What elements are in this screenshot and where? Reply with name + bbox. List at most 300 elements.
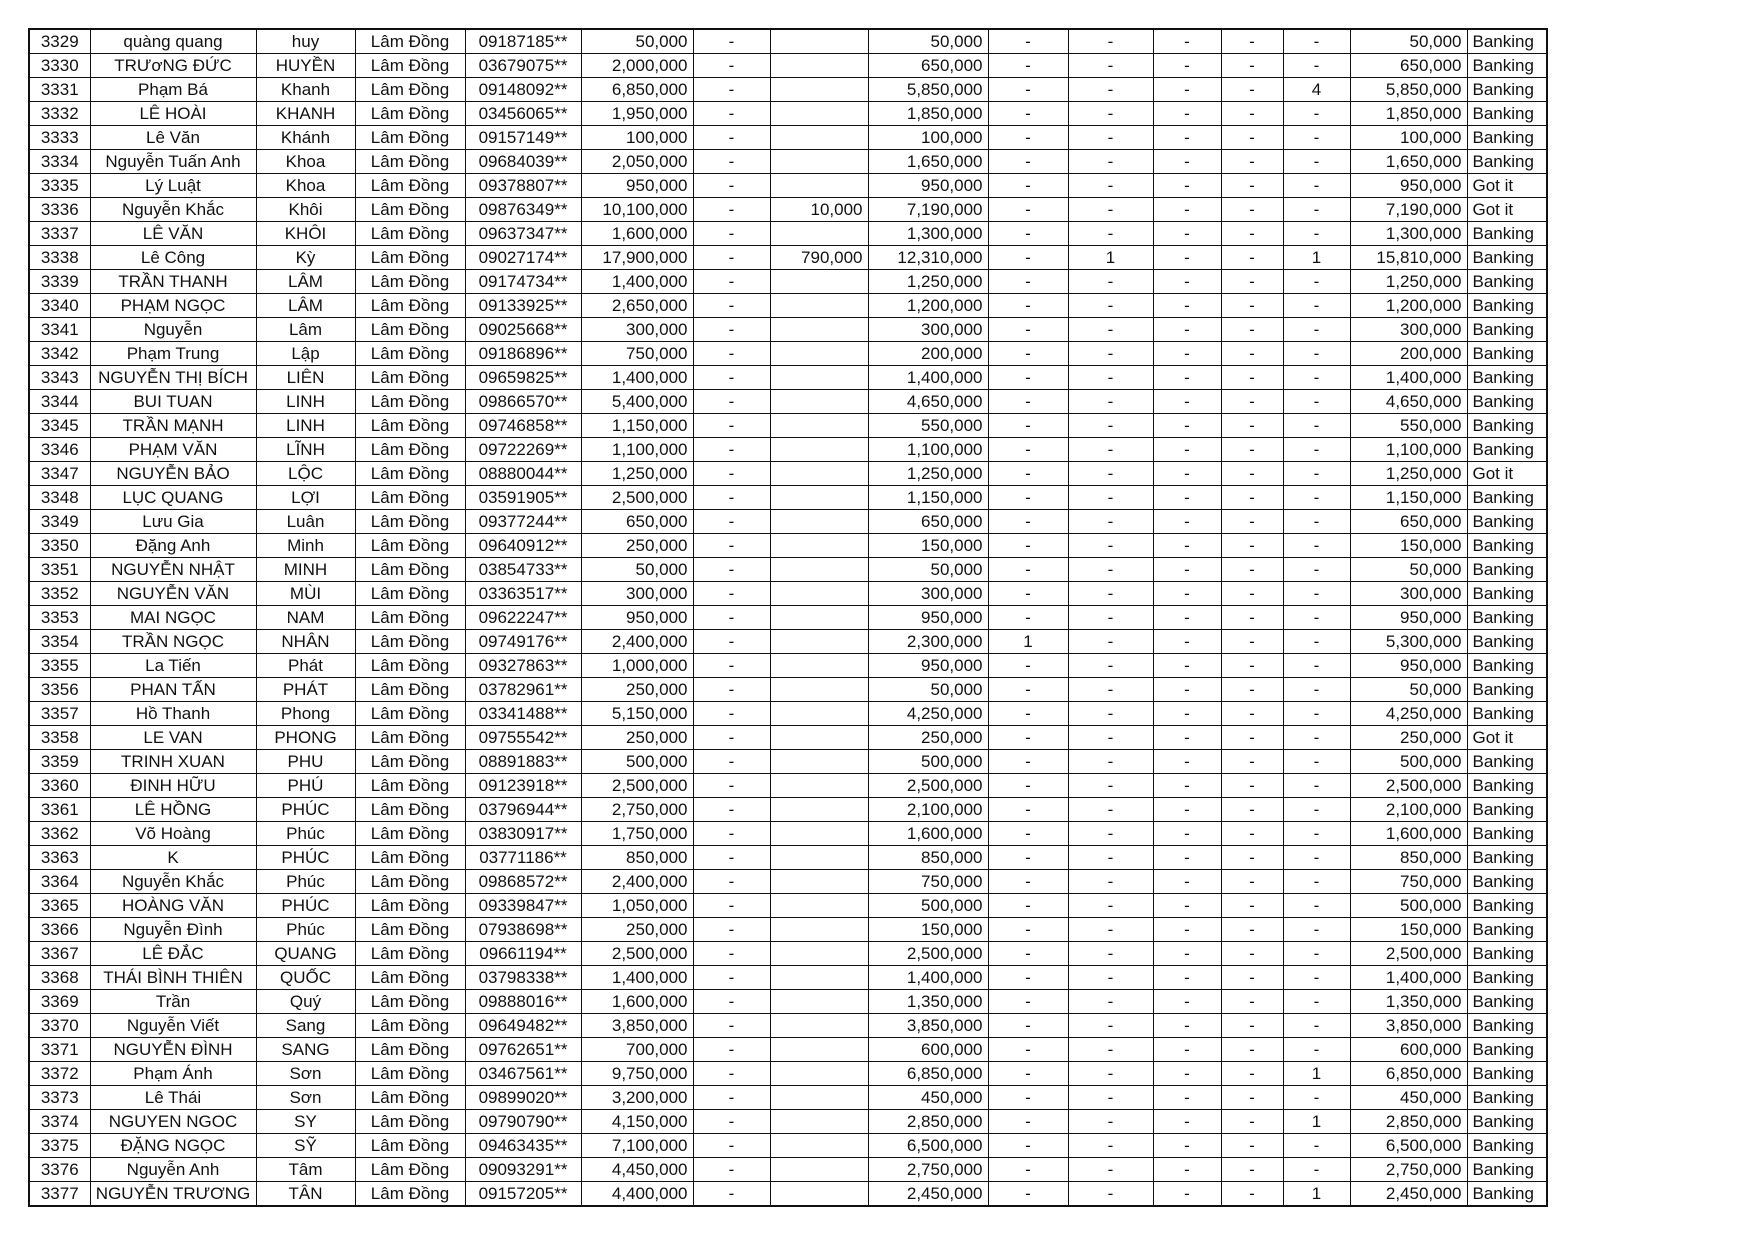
cell-c3: 1,200,000	[868, 294, 988, 318]
cell-tong: 650,000	[581, 510, 693, 534]
cell-ten: Quý	[256, 990, 355, 1014]
cell-c7: -	[1221, 1182, 1283, 1207]
cell-c2	[770, 606, 868, 630]
cell-sdt: 09659825**	[465, 366, 581, 390]
cell-c3: 4,650,000	[868, 390, 988, 414]
table-row	[29, 630, 1547, 654]
cell-c3: 2,500,000	[868, 774, 988, 798]
cell-tien: 950,000	[1350, 174, 1467, 198]
cell-tinh: Lâm Đồng	[355, 318, 465, 342]
cell-c5: -	[1068, 438, 1153, 462]
cell-c7: -	[1221, 1110, 1283, 1134]
cell-stt: 3344	[29, 390, 90, 414]
table-row	[29, 966, 1547, 990]
cell-c2	[770, 558, 868, 582]
cell-c7: -	[1221, 534, 1283, 558]
cell-ho: Lê Văn	[90, 126, 256, 150]
table-row	[29, 294, 1547, 318]
cell-tinh: Lâm Đồng	[355, 750, 465, 774]
cell-tinh: Lâm Đồng	[355, 342, 465, 366]
cell-c5: -	[1068, 750, 1153, 774]
cell-c4: -	[988, 78, 1068, 102]
cell-c6: -	[1153, 318, 1221, 342]
cell-stt: 3353	[29, 606, 90, 630]
cell-c1: -	[693, 414, 770, 438]
cell-tong: 50,000	[581, 558, 693, 582]
cell-stt: 3343	[29, 366, 90, 390]
cell-ten: QUANG	[256, 942, 355, 966]
cell-tong: 250,000	[581, 534, 693, 558]
cell-c8: -	[1283, 438, 1350, 462]
cell-c2	[770, 1182, 868, 1207]
cell-c7: -	[1221, 870, 1283, 894]
cell-c4: -	[988, 318, 1068, 342]
cell-c2	[770, 966, 868, 990]
cell-hinhthuc: Banking	[1467, 942, 1547, 966]
cell-c6: -	[1153, 174, 1221, 198]
cell-ho: TRƯơNG ĐỨC	[90, 54, 256, 78]
cell-c5: -	[1068, 294, 1153, 318]
cell-c8: -	[1283, 630, 1350, 654]
cell-tinh: Lâm Đồng	[355, 1110, 465, 1134]
cell-tong: 3,200,000	[581, 1086, 693, 1110]
cell-stt: 3369	[29, 990, 90, 1014]
cell-tien: 7,190,000	[1350, 198, 1467, 222]
cell-c6: -	[1153, 1062, 1221, 1086]
cell-c1: -	[693, 702, 770, 726]
cell-c4: -	[988, 678, 1068, 702]
cell-c3: 550,000	[868, 414, 988, 438]
cell-c2	[770, 294, 868, 318]
cell-c8: -	[1283, 894, 1350, 918]
cell-c1: -	[693, 678, 770, 702]
cell-c3: 1,350,000	[868, 990, 988, 1014]
cell-c5: -	[1068, 1134, 1153, 1158]
cell-ten: MINH	[256, 558, 355, 582]
cell-sdt: 09899020**	[465, 1086, 581, 1110]
cell-c1: -	[693, 1014, 770, 1038]
cell-c8: -	[1283, 1158, 1350, 1182]
cell-c6: -	[1153, 606, 1221, 630]
cell-c7: -	[1221, 78, 1283, 102]
cell-stt: 3329	[29, 29, 90, 54]
cell-ho: Phạm Ánh	[90, 1062, 256, 1086]
cell-ho: Nguyễn Anh	[90, 1158, 256, 1182]
cell-c7: -	[1221, 726, 1283, 750]
cell-ho: Phạm Trung	[90, 342, 256, 366]
cell-c6: -	[1153, 702, 1221, 726]
cell-ho: ĐẶNG NGỌC	[90, 1134, 256, 1158]
cell-hinhthuc: Banking	[1467, 990, 1547, 1014]
cell-hinhthuc: Banking	[1467, 486, 1547, 510]
cell-c4: -	[988, 174, 1068, 198]
cell-c8: -	[1283, 822, 1350, 846]
cell-c7: -	[1221, 342, 1283, 366]
cell-c7: -	[1221, 966, 1283, 990]
cell-c5: -	[1068, 1062, 1153, 1086]
table-row	[29, 582, 1547, 606]
cell-c7: -	[1221, 582, 1283, 606]
cell-tinh: Lâm Đồng	[355, 462, 465, 486]
cell-tinh: Lâm Đồng	[355, 390, 465, 414]
cell-c6: -	[1153, 1134, 1221, 1158]
cell-hinhthuc: Banking	[1467, 342, 1547, 366]
cell-c1: -	[693, 342, 770, 366]
cell-tinh: Lâm Đồng	[355, 414, 465, 438]
cell-c6: -	[1153, 1182, 1221, 1207]
cell-hinhthuc: Banking	[1467, 606, 1547, 630]
cell-tong: 1,000,000	[581, 654, 693, 678]
cell-c7: -	[1221, 654, 1283, 678]
cell-c4: -	[988, 798, 1068, 822]
cell-tinh: Lâm Đồng	[355, 1038, 465, 1062]
cell-sdt: 09749176**	[465, 630, 581, 654]
cell-c6: -	[1153, 102, 1221, 126]
cell-c4: -	[988, 510, 1068, 534]
cell-c3: 1,150,000	[868, 486, 988, 510]
cell-stt: 3355	[29, 654, 90, 678]
cell-c2	[770, 798, 868, 822]
cell-c7: -	[1221, 918, 1283, 942]
cell-c4: 1	[988, 630, 1068, 654]
cell-tien: 1,350,000	[1350, 990, 1467, 1014]
cell-c7: -	[1221, 1014, 1283, 1038]
cell-ten: Phúc	[256, 822, 355, 846]
cell-tong: 2,500,000	[581, 942, 693, 966]
cell-ho: TRINH XUAN	[90, 750, 256, 774]
cell-c8: -	[1283, 726, 1350, 750]
cell-hinhthuc: Banking	[1467, 318, 1547, 342]
cell-hinhthuc: Banking	[1467, 366, 1547, 390]
cell-tinh: Lâm Đồng	[355, 726, 465, 750]
cell-tong: 750,000	[581, 342, 693, 366]
cell-tien: 2,100,000	[1350, 798, 1467, 822]
cell-sdt: 03796944**	[465, 798, 581, 822]
cell-tien: 1,650,000	[1350, 150, 1467, 174]
cell-c6: -	[1153, 822, 1221, 846]
cell-c1: -	[693, 1182, 770, 1207]
cell-c7: -	[1221, 798, 1283, 822]
cell-tien: 250,000	[1350, 726, 1467, 750]
table-row	[29, 678, 1547, 702]
cell-ten: LINH	[256, 390, 355, 414]
cell-c5: -	[1068, 534, 1153, 558]
cell-c2	[770, 486, 868, 510]
table-row	[29, 414, 1547, 438]
cell-c5: -	[1068, 630, 1153, 654]
cell-c2	[770, 126, 868, 150]
table-row	[29, 798, 1547, 822]
cell-hinhthuc: Banking	[1467, 126, 1547, 150]
cell-tinh: Lâm Đồng	[355, 1062, 465, 1086]
cell-tinh: Lâm Đồng	[355, 366, 465, 390]
cell-c3: 2,300,000	[868, 630, 988, 654]
cell-c8: -	[1283, 1014, 1350, 1038]
table-row	[29, 438, 1547, 462]
cell-sdt: 03591905**	[465, 486, 581, 510]
cell-c6: -	[1153, 462, 1221, 486]
cell-tinh: Lâm Đồng	[355, 198, 465, 222]
cell-ho: TRẦN MẠNH	[90, 414, 256, 438]
table-body	[29, 29, 1547, 1206]
cell-c8: -	[1283, 390, 1350, 414]
cell-tien: 950,000	[1350, 654, 1467, 678]
cell-sdt: 03771186**	[465, 846, 581, 870]
cell-sdt: 09123918**	[465, 774, 581, 798]
cell-tong: 4,400,000	[581, 1182, 693, 1207]
cell-c7: -	[1221, 678, 1283, 702]
cell-c4: -	[988, 1038, 1068, 1062]
cell-tien: 500,000	[1350, 750, 1467, 774]
cell-c3: 750,000	[868, 870, 988, 894]
cell-c4: -	[988, 270, 1068, 294]
cell-c8: 1	[1283, 246, 1350, 270]
cell-sdt: 03854733**	[465, 558, 581, 582]
cell-c6: -	[1153, 894, 1221, 918]
cell-tien: 1,150,000	[1350, 486, 1467, 510]
cell-ten: LỢI	[256, 486, 355, 510]
cell-ten: Phát	[256, 654, 355, 678]
cell-c3: 150,000	[868, 918, 988, 942]
cell-c2	[770, 390, 868, 414]
table-row	[29, 390, 1547, 414]
cell-c6: -	[1153, 510, 1221, 534]
cell-c3: 6,500,000	[868, 1134, 988, 1158]
cell-ten: NHÂN	[256, 630, 355, 654]
cell-tien: 5,300,000	[1350, 630, 1467, 654]
cell-tong: 2,050,000	[581, 150, 693, 174]
cell-hinhthuc: Banking	[1467, 534, 1547, 558]
cell-hinhthuc: Got it	[1467, 726, 1547, 750]
cell-tong: 950,000	[581, 606, 693, 630]
cell-hinhthuc: Banking	[1467, 1182, 1547, 1207]
cell-stt: 3332	[29, 102, 90, 126]
cell-sdt: 09463435**	[465, 1134, 581, 1158]
cell-tien: 1,250,000	[1350, 462, 1467, 486]
cell-c1: -	[693, 654, 770, 678]
cell-tien: 2,750,000	[1350, 1158, 1467, 1182]
cell-sdt: 09722269**	[465, 438, 581, 462]
table-row	[29, 126, 1547, 150]
cell-c5: -	[1068, 1086, 1153, 1110]
cell-c5: -	[1068, 390, 1153, 414]
cell-ho: LÊ VĂN	[90, 222, 256, 246]
cell-stt: 3341	[29, 318, 90, 342]
cell-c4: -	[988, 390, 1068, 414]
cell-c2	[770, 534, 868, 558]
cell-ten: PHÁT	[256, 678, 355, 702]
cell-c5: -	[1068, 606, 1153, 630]
cell-c6: -	[1153, 558, 1221, 582]
cell-c5: -	[1068, 990, 1153, 1014]
cell-c4: -	[988, 438, 1068, 462]
cell-tinh: Lâm Đồng	[355, 1134, 465, 1158]
cell-c6: -	[1153, 54, 1221, 78]
cell-hinhthuc: Banking	[1467, 438, 1547, 462]
cell-c6: -	[1153, 918, 1221, 942]
table-row	[29, 1014, 1547, 1038]
cell-tien: 2,450,000	[1350, 1182, 1467, 1207]
cell-c1: -	[693, 318, 770, 342]
cell-c5: -	[1068, 822, 1153, 846]
cell-ho: LE VAN	[90, 726, 256, 750]
cell-c7: -	[1221, 774, 1283, 798]
table-row	[29, 702, 1547, 726]
cell-c5: -	[1068, 29, 1153, 54]
cell-c1: -	[693, 222, 770, 246]
table-row	[29, 918, 1547, 942]
cell-tien: 4,650,000	[1350, 390, 1467, 414]
cell-c5: -	[1068, 510, 1153, 534]
cell-ho: NGUYỄN VĂN	[90, 582, 256, 606]
cell-stt: 3351	[29, 558, 90, 582]
cell-c5: -	[1068, 774, 1153, 798]
cell-tinh: Lâm Đồng	[355, 894, 465, 918]
cell-tien: 1,400,000	[1350, 366, 1467, 390]
table-row	[29, 726, 1547, 750]
table-row	[29, 342, 1547, 366]
cell-hinhthuc: Banking	[1467, 1086, 1547, 1110]
cell-tinh: Lâm Đồng	[355, 294, 465, 318]
cell-c4: -	[988, 534, 1068, 558]
cell-c6: -	[1153, 630, 1221, 654]
cell-c8: -	[1283, 1086, 1350, 1110]
cell-c8: -	[1283, 606, 1350, 630]
cell-c8: 1	[1283, 1062, 1350, 1086]
cell-c4: -	[988, 1086, 1068, 1110]
cell-ho: TRẦN THANH	[90, 270, 256, 294]
cell-sdt: 09157205**	[465, 1182, 581, 1207]
cell-c8: -	[1283, 342, 1350, 366]
cell-c6: -	[1153, 798, 1221, 822]
cell-ten: Phúc	[256, 918, 355, 942]
cell-c5: 1	[1068, 246, 1153, 270]
cell-c5: -	[1068, 342, 1153, 366]
cell-c6: -	[1153, 414, 1221, 438]
cell-c8: -	[1283, 678, 1350, 702]
cell-ho: NGUYỄN THỊ BÍCH	[90, 366, 256, 390]
cell-tinh: Lâm Đồng	[355, 1014, 465, 1038]
cell-tien: 850,000	[1350, 846, 1467, 870]
cell-ten: Khôi	[256, 198, 355, 222]
cell-c5: -	[1068, 150, 1153, 174]
cell-c8: -	[1283, 150, 1350, 174]
cell-stt: 3331	[29, 78, 90, 102]
cell-hinhthuc: Banking	[1467, 246, 1547, 270]
cell-c1: -	[693, 582, 770, 606]
cell-c5: -	[1068, 558, 1153, 582]
cell-ho: Lý Luật	[90, 174, 256, 198]
table-row	[29, 990, 1547, 1014]
cell-tong: 1,050,000	[581, 894, 693, 918]
table-row	[29, 558, 1547, 582]
cell-c1: -	[693, 29, 770, 54]
cell-tong: 1,150,000	[581, 414, 693, 438]
cell-c4: -	[988, 126, 1068, 150]
cell-hinhthuc: Banking	[1467, 822, 1547, 846]
cell-ten: PHU	[256, 750, 355, 774]
cell-ho: Nguyễn Viết	[90, 1014, 256, 1038]
cell-c2	[770, 102, 868, 126]
cell-c2	[770, 414, 868, 438]
table-row	[29, 1038, 1547, 1062]
cell-c7: -	[1221, 894, 1283, 918]
cell-c7: -	[1221, 54, 1283, 78]
cell-c2	[770, 318, 868, 342]
cell-hinhthuc: Banking	[1467, 294, 1547, 318]
cell-c6: -	[1153, 1086, 1221, 1110]
cell-ho: NGUYỄN TRƯƠNG	[90, 1182, 256, 1207]
cell-tien: 1,300,000	[1350, 222, 1467, 246]
cell-tinh: Lâm Đồng	[355, 870, 465, 894]
cell-c4: -	[988, 462, 1068, 486]
table-row	[29, 318, 1547, 342]
cell-tien: 1,250,000	[1350, 270, 1467, 294]
cell-hinhthuc: Banking	[1467, 582, 1547, 606]
cell-c4: -	[988, 990, 1068, 1014]
cell-c7: -	[1221, 102, 1283, 126]
cell-ten: LÂM	[256, 294, 355, 318]
cell-c3: 250,000	[868, 726, 988, 750]
table-row	[29, 174, 1547, 198]
cell-tong: 2,650,000	[581, 294, 693, 318]
cell-hinhthuc: Got it	[1467, 174, 1547, 198]
cell-c1: -	[693, 438, 770, 462]
cell-tinh: Lâm Đồng	[355, 678, 465, 702]
cell-tong: 300,000	[581, 582, 693, 606]
cell-tien: 1,100,000	[1350, 438, 1467, 462]
cell-c3: 300,000	[868, 582, 988, 606]
cell-ten: huy	[256, 29, 355, 54]
cell-c5: -	[1068, 198, 1153, 222]
cell-stt: 3364	[29, 870, 90, 894]
cell-c4: -	[988, 102, 1068, 126]
cell-c1: -	[693, 894, 770, 918]
cell-ho: Nguyễn Đình	[90, 918, 256, 942]
cell-tien: 2,500,000	[1350, 942, 1467, 966]
cell-stt: 3354	[29, 630, 90, 654]
cell-c8: -	[1283, 918, 1350, 942]
cell-stt: 3357	[29, 702, 90, 726]
cell-c8: -	[1283, 558, 1350, 582]
cell-tong: 250,000	[581, 678, 693, 702]
cell-tong: 3,850,000	[581, 1014, 693, 1038]
cell-c2	[770, 1014, 868, 1038]
cell-c3: 50,000	[868, 678, 988, 702]
cell-ho: Trần	[90, 990, 256, 1014]
cell-c6: -	[1153, 1110, 1221, 1134]
cell-stt: 3352	[29, 582, 90, 606]
cell-c2	[770, 726, 868, 750]
cell-c1: -	[693, 534, 770, 558]
cell-tinh: Lâm Đồng	[355, 942, 465, 966]
cell-c3: 1,650,000	[868, 150, 988, 174]
table-row	[29, 822, 1547, 846]
cell-stt: 3349	[29, 510, 90, 534]
cell-c2	[770, 774, 868, 798]
cell-hinhthuc: Banking	[1467, 774, 1547, 798]
cell-ten: Khánh	[256, 126, 355, 150]
cell-c1: -	[693, 126, 770, 150]
cell-c3: 1,600,000	[868, 822, 988, 846]
cell-sdt: 09148092**	[465, 78, 581, 102]
cell-ten: Sơn	[256, 1062, 355, 1086]
cell-hinhthuc: Banking	[1467, 1158, 1547, 1182]
cell-c7: -	[1221, 438, 1283, 462]
table-row	[29, 246, 1547, 270]
cell-tong: 1,750,000	[581, 822, 693, 846]
cell-tinh: Lâm Đồng	[355, 150, 465, 174]
